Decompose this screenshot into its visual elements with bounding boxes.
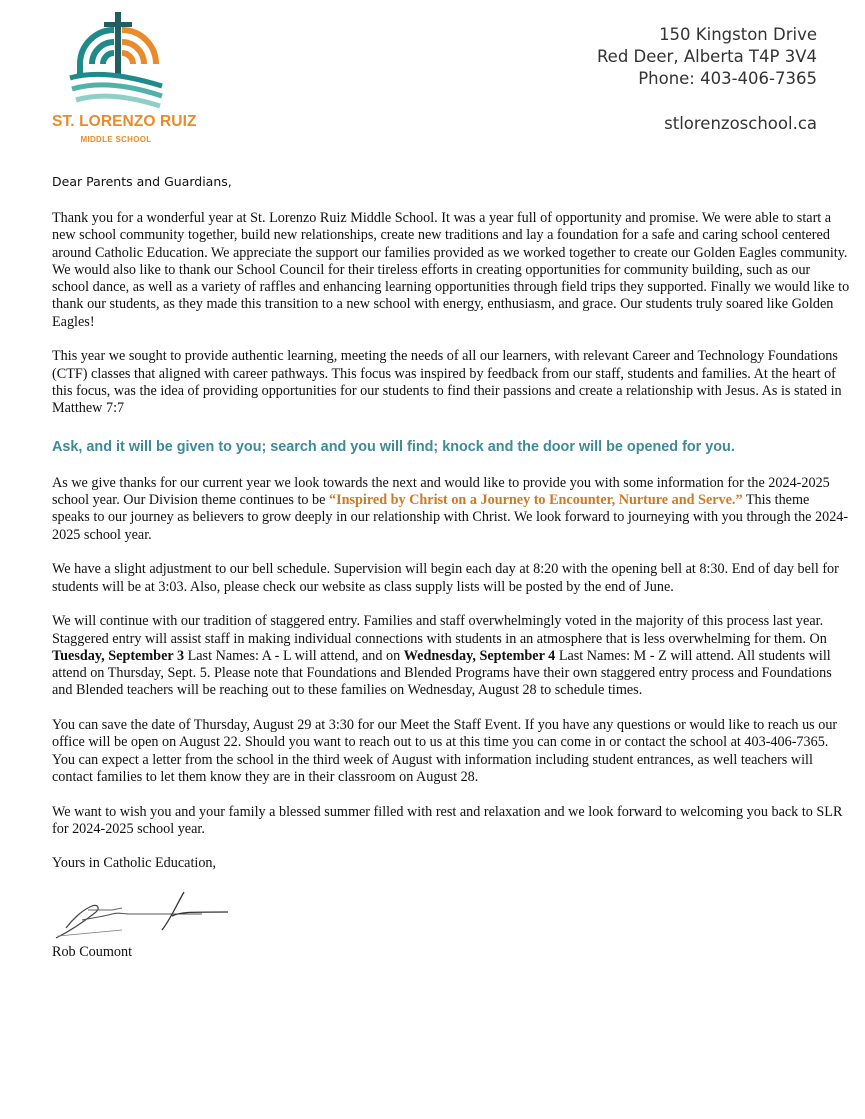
- paragraph-meet-staff: You can save the date of Thursday, August 29 at 3:30 for our Meet the Staff Event. If you have any questions or would like to reach us our office will be open on August 22. Should you want to reach out to us at this time you can come in or contact the school at 403-406-7365. You can expect a letter from the school in the third week of August with information including student entrances, as well teachers will contact families to let them know they are in their classroom on August 28.: [52, 717, 838, 785]
- paragraph-staggered-entry: [52, 613, 850, 699]
- letter-body: [52, 210, 850, 979]
- paragraph-theme: [52, 475, 850, 544]
- theme-outro: This theme speaks to our journey as believers to grow deeply in our relationship with Christ. We look forward to journeying with you through the 2024-2025 school year.: [52, 492, 849, 543]
- closing: Yours in Catholic Education,: [52, 855, 217, 872]
- entry-date-1: Tuesday, September 3: [52, 647, 185, 664]
- paragraph-farewell: We want to wish you and your family a blessed summer filled with rest and relaxation and we look forward to welcoming you back to SLR for 2024-2025 school year.: [52, 803, 843, 837]
- division-theme: “Inspired by Christ on a Journey to Encounter, Nurture and Serve.”: [329, 492, 743, 509]
- school-type: MIDDLE SCHOOL: [80, 135, 152, 144]
- signature-image: [52, 890, 232, 942]
- paragraph-learning: This year we sought to provide authentic learning, meeting the needs of all our learners, with relevant Career and Technology Foundations (CTF) classes that aligned with career pathways. This focus was inspired by feedback from our staff, students and families. At the heart of this focus, was the idea of providing opportunities for our students to find their passions and create a relationship with Jesus. As is stated in Matthew 7:7: [52, 348, 842, 417]
- address-line-1: 150 Kingston Drive: [659, 25, 817, 44]
- entry-date-2: Wednesday, September 4: [403, 647, 556, 664]
- school-name: ST. LORENZO RUIZ: [52, 113, 197, 130]
- entry-text-b: Last Names: A - L will attend, and on: [184, 647, 404, 664]
- address-line-2: Red Deer, Alberta T4P 3V4: [596, 47, 817, 66]
- signer-name: Rob Coumont: [52, 943, 133, 960]
- school-crest-icon: [64, 12, 168, 112]
- school-address: [597, 24, 817, 90]
- entry-text-c: Last Names: M - Z will attend. All students will attend on Thursday, Sept. 5. Please note that Foundations and Blended Programs have their own staggered entry process and Foundations and Blended teachers will be reaching out to these families on Wednesday, August 28 to schedule times.: [52, 647, 832, 699]
- paragraph-bell-schedule: We have a slight adjustment to our bell schedule. Supervision will begin each day at 8:20 with the opening bell at 8:30. End of day bell for students will be at 3:03. Also, please check our website as class supply lists will be posted by the end of June.: [52, 561, 839, 595]
- theme-intro: As we give thanks for our current year we look towards the next and would like to provide you with some information for the 2024-2025 school year. Our Division theme continues to be: [52, 474, 830, 509]
- salutation: Dear Parents and Guardians,: [52, 174, 232, 189]
- paragraph-thanks: Thank you for a wonderful year at St. Lorenzo Ruiz Middle School. It was a year full of opportunity and promise. We were able to start a new school community together, build new relationships, create new traditions and lay a foundation for a safe and caring school centered around Catholic Education. We appreciate the support our families provided as we worked together to create our Golden Eagles community. We would also like to thank our School Council for their tireless efforts in creating opportunities for community building, such as our school dance, as well as a variety of raffles and enhancing learning opportunities through field trips they supported. Finally we would like to thank our students, as they made this transition to a new school with energy, enthusiasm, and grace. Our students truly soared like Golden Eagles!: [52, 210, 850, 330]
- school-logo: [52, 12, 197, 147]
- school-website: stlorenzoschool.ca: [664, 114, 817, 133]
- entry-text-a: We will continue with our tradition of staggered entry. Families and staff overwhelmingly voted in the majority of this process last year. Staggered entry will assist staff in making individual connections with students in an atmosphere that is less overwhelming for them. On: [52, 613, 827, 647]
- scripture-verse: Ask, and it will be given to you; search and you will find; knock and the door will be opened for you.: [52, 438, 735, 455]
- phone-number: Phone: 403-406-7365: [638, 69, 817, 88]
